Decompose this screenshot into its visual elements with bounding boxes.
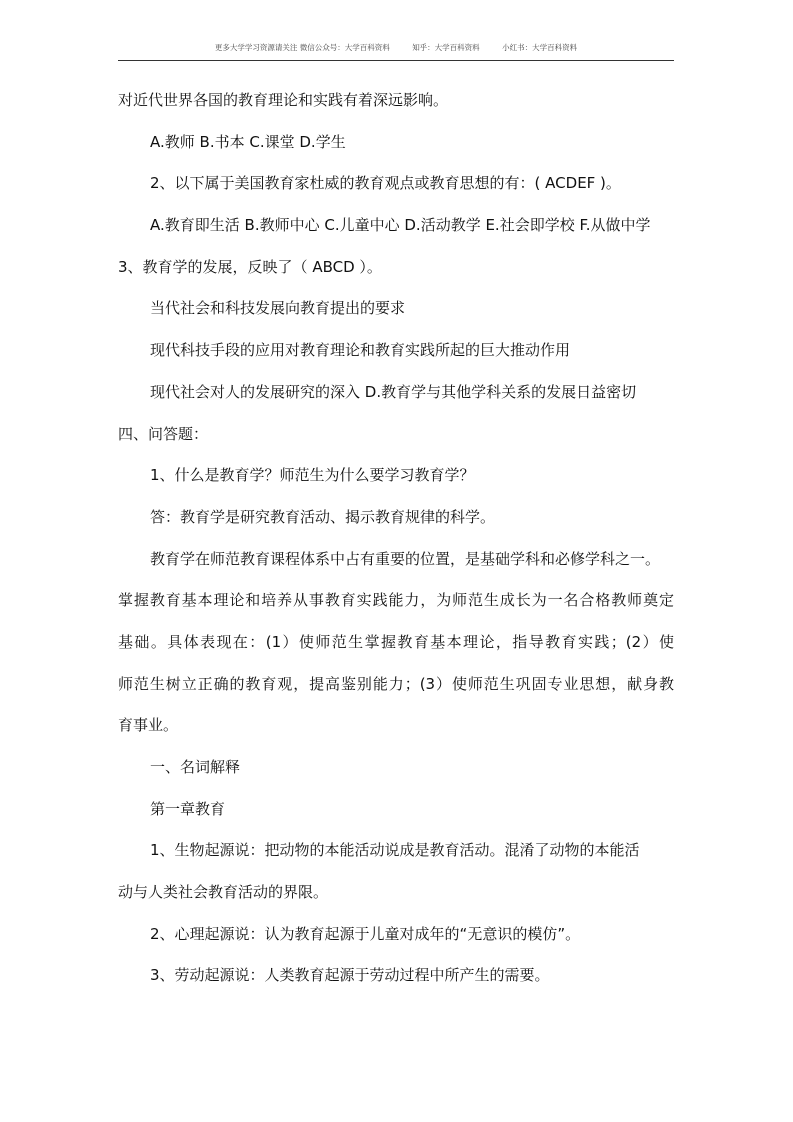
paragraph-line: 育事业。 [118, 716, 179, 735]
question-3: 3、教育学的发展，反映了（ ABCD ）。 [118, 257, 382, 276]
paragraph-line: 师范生树立正确的教育观，提高鉴别能力；(3）使师范生巩固专业思想，献身教 [118, 674, 674, 693]
term-definition: 3、劳动起源说：人类教育起源于劳动过程中所产生的需要。 [150, 966, 550, 985]
chapter-title: 第一章教育 [150, 799, 226, 818]
question-2: 2、以下属于美国教育家杜威的教育观点或教育思想的有：( ACDEF )。 [150, 174, 621, 193]
paragraph-line: 教育学在师范教育课程体系中占有重要的位置，是基础学科和必修学科之一。 [150, 549, 661, 568]
paragraph-line: 基础。具体表现在：(1）使师范生掌握教育基本理论，指导教育实践；(2）使 [118, 632, 674, 651]
term-definition: 2、心理起源说：认为教育起源于儿童对成年的“无意识的模仿”。 [150, 924, 581, 943]
header-xiaohongshu-note: 小红书：大学百科资料 [502, 43, 578, 52]
header-zhihu-note: 知乎：大学百科资料 [412, 43, 480, 52]
header-wechat-note: 更多大学学习资源请关注 微信公众号：大学百科资料 [214, 43, 390, 52]
option-line: 当代社会和科技发展向教育提出的要求 [150, 299, 406, 318]
section-heading: 四、问答题： [118, 424, 209, 443]
term-definition: 1、生物起源说：把动物的本能活动说成是教育活动。混淆了动物的本能活 [150, 841, 640, 860]
choice-options: A.教师 B.书本 C.课堂 D.学生 [150, 132, 346, 151]
option-line: 现代科技手段的应用对教育理论和教育实践所起的巨大推动作用 [150, 341, 571, 360]
text-line: 对近代世界各国的教育理论和实践有着深远影响。 [118, 91, 449, 109]
paragraph-line: 掌握教育基本理论和培养从事教育实践能力，为师范生成长为一名合格教师奠定 [118, 591, 674, 610]
choice-options: A.教育即生活 B.教师中心 C.儿童中心 D.活动教学 E.社会即学校 F.从做中学 [150, 216, 651, 235]
question-1: 1、什么是教育学？师范生为什么要学习教育学？ [150, 466, 475, 485]
answer-line: 答：教育学是研究教育活动、揭示教育规律的科学。 [150, 507, 496, 526]
term-definition: 动与人类社会教育活动的界限。 [118, 883, 329, 902]
option-line: 现代社会对人的发展研究的深入 D.教育学与其他学科关系的发展日益密切 [150, 382, 637, 401]
page-header [118, 40, 674, 61]
document-body [118, 80, 674, 997]
section-heading: 一、名词解释 [150, 758, 241, 776]
